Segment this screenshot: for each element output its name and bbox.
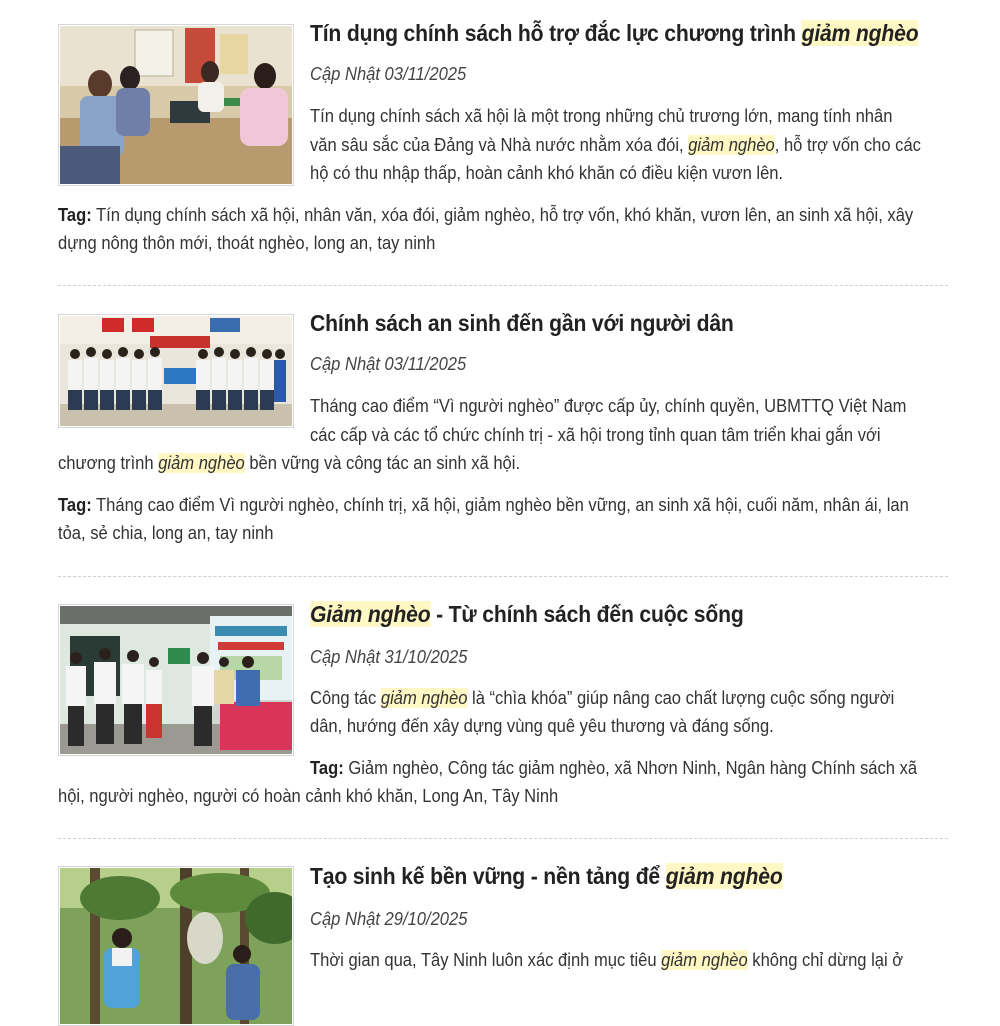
keyword-highlight: giảm nghèo xyxy=(158,453,245,473)
article-title[interactable] xyxy=(310,863,783,890)
article-divider xyxy=(58,838,948,839)
farm-worker-photo xyxy=(60,868,292,1024)
article-date: Cập Nhật 03/11/2025 xyxy=(310,64,467,84)
article-title[interactable] xyxy=(310,20,918,47)
house-handover-photo xyxy=(60,606,292,754)
article-date: Cập Nhật 03/11/2025 xyxy=(310,354,467,374)
article-tags[interactable]: Tag: Tín dụng chính sách xã hội, nhân văn, xóa đói, giảm nghèo, hỗ trợ vốn, khó khăn, vươn lên, an sinh xã hội, xây xyxy=(58,205,914,225)
keyword-highlight: giảm nghèo xyxy=(661,950,748,970)
article-tags[interactable]: Tag: Giảm nghèo, Công tác giảm nghèo, xã Nhơn Ninh, Ngân hàng Chính sách xã xyxy=(310,758,918,778)
keyword-highlight: giảm nghèo xyxy=(665,863,783,889)
tag-label: Tag: xyxy=(58,495,92,515)
article-thumbnail[interactable] xyxy=(58,24,294,186)
tag-label: Tag: xyxy=(310,758,344,778)
article-title-link[interactable]: Tạo sinh kế bền vững - nền tảng để giảm nghèo xyxy=(310,863,783,889)
article-tags[interactable]: hội, người nghèo, người có hoàn cảnh khó khăn, Long An, Tây Ninh xyxy=(58,786,559,806)
article-tags[interactable]: dựng nông thôn mới, thoát nghèo, long an, tay ninh xyxy=(58,233,436,253)
article-thumbnail[interactable] xyxy=(58,604,294,756)
keyword-highlight: giảm nghèo xyxy=(801,20,919,46)
article-summary-line: Thời gian qua, Tây Ninh luôn xác định mục tiêu giảm nghèo không chỉ dừng lại ở xyxy=(310,950,904,970)
keyword-highlight: giảm nghèo xyxy=(380,688,468,708)
keyword-highlight: giảm nghèo xyxy=(688,135,775,155)
tag-label: Tag: xyxy=(58,205,92,225)
article-summary-line: hộ có thu nhập thấp, hoàn cảnh khó khăn có điều kiện vươn lên. xyxy=(310,163,784,183)
article-title[interactable] xyxy=(310,310,734,337)
article-summary-line: văn sâu sắc của Đảng và Nhà nước nhằm xóa đói, giảm nghèo, hỗ trợ vốn cho các xyxy=(310,135,921,155)
office-meeting-photo xyxy=(60,26,292,184)
article-tags[interactable]: Tag: Tháng cao điểm Vì người nghèo, chính trị, xã hội, giảm nghèo bền vững, an sinh xã hội, cuối năm, nhân ái, lan xyxy=(58,495,909,515)
article-summary-line: Tín dụng chính sách xã hội là một trong những chủ trương lớn, mang tính nhân xyxy=(310,106,893,126)
article-summary-line: chương trình giảm nghèo bền vững và công tác an sinh xã hội. xyxy=(58,453,521,473)
article-date: Cập Nhật 29/10/2025 xyxy=(310,909,468,929)
article-date: Cập Nhật 31/10/2025 xyxy=(310,647,468,667)
article-divider xyxy=(58,576,948,577)
article-thumbnail[interactable] xyxy=(58,314,294,428)
article-summary-line: các cấp và các tổ chức chính trị - xã hội trong tỉnh quan tâm triển khai gắn với xyxy=(310,425,881,445)
article-title[interactable] xyxy=(310,601,744,628)
article-summary-line: dân, hướng đến xây dựng vùng quê yêu thương và đáng sống. xyxy=(310,716,774,736)
article-title-link[interactable]: Giảm nghèo - Từ chính sách đến cuộc sống xyxy=(310,601,744,627)
article-title-link[interactable]: Tín dụng chính sách hỗ trợ đắc lực chương trình giảm nghèo xyxy=(310,20,919,46)
article-thumbnail[interactable] xyxy=(58,866,294,1026)
article-summary-line: Tháng cao điểm “Vì người nghèo” được cấp ủy, chính quyền, UBMTTQ Việt Nam xyxy=(310,396,907,416)
article-divider xyxy=(58,285,948,286)
keyword-highlight: Giảm nghèo xyxy=(310,601,431,627)
group-photo xyxy=(60,316,292,426)
article-title-link[interactable]: Chính sách an sinh đến gần với người dân xyxy=(310,310,734,336)
article-tags[interactable]: tỏa, sẻ chia, long an, tay ninh xyxy=(58,523,274,543)
article-summary-line: Công tác giảm nghèo là “chìa khóa” giúp nâng cao chất lượng cuộc sống người xyxy=(310,688,895,708)
